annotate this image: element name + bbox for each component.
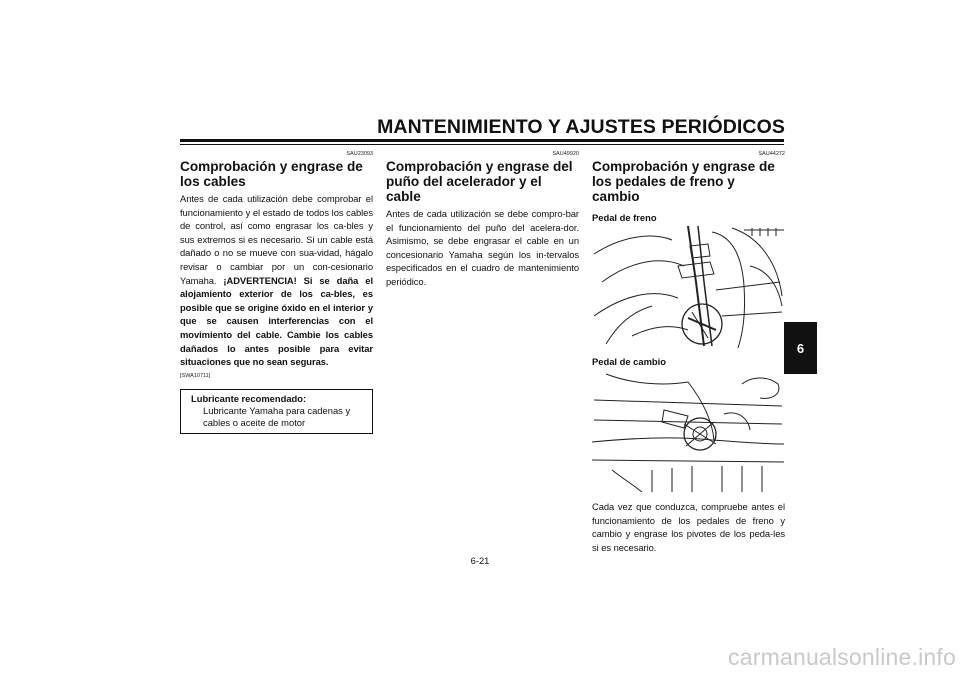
section-body — [180, 192, 373, 369]
header-rule-thin — [180, 144, 784, 145]
chapter-tab: 6 — [784, 322, 817, 374]
section-heading: Comprobación y engrase del puño del acelerador y el cable — [386, 159, 573, 204]
page-header-title: MANTENIMIENTO Y AJUSTES PERIÓDICOS — [377, 116, 785, 138]
shift-pedal-illustration — [592, 370, 784, 492]
shift-pedal-label: Pedal de cambio — [592, 356, 666, 367]
brake-pedal-label: Pedal de freno — [592, 212, 657, 223]
lubricant-box — [180, 389, 373, 434]
section-body: Antes de cada utilización se debe compro-bar el funcionamiento del puño del acelera-dor. Asimismo, se debe engrasar el cable en un concesionario Yamaha según los in-tervalos especificados en el cuadro de mantenimiento periódico. — [386, 208, 579, 287]
section-body: Cada vez que conduzca, compruebe antes el funcionamiento de los pedales de freno y cambio y engrase los pivotes de los peda-les si es necesario. — [592, 501, 785, 553]
section-heading: Comprobación y engrase de los pedales de freno y cambio — [592, 159, 775, 204]
section-code: SAU49920 — [552, 151, 579, 157]
watermark: carmanualsonline.info — [728, 644, 956, 670]
lubricant-title: Lubricante recomendado: — [191, 392, 307, 404]
section-heading: Comprobación y engrase de los cables — [180, 159, 363, 189]
column-cables — [180, 150, 373, 434]
column-pedals — [592, 150, 785, 554]
column-throttle — [386, 150, 579, 289]
brake-pedal-illustration — [592, 226, 784, 348]
warning-code: [SWA10711] — [180, 372, 211, 379]
body-text: Antes de cada utilización debe comprobar el funcionamiento y el estado de todos los cables de control, así como engrasar los ca-bles y sus extremos si es necesario. Si un cable está dañado o no se mueve con sua-vidad, hágalo revisar o cambiar por un con-cesionario Yamaha. — [180, 193, 373, 286]
section-code: SAU44272 — [758, 151, 785, 157]
header-rule-thick — [180, 139, 784, 142]
page-number: 6-21 — [470, 555, 490, 566]
lubricant-text: Lubricante Yamaha para cadenas y cables o aceite de motor — [203, 404, 351, 428]
warning-text: ¡ADVERTENCIA! Si se daña el alojamiento exterior de los ca-bles, es posible que se origine óxido en el interior y que se causen interferencias con el movimiento del cable. Cambie los cables dañados lo antes posible para evitar situaciones que no sean seguras. — [180, 274, 373, 368]
section-code: SAU23093 — [346, 151, 373, 157]
